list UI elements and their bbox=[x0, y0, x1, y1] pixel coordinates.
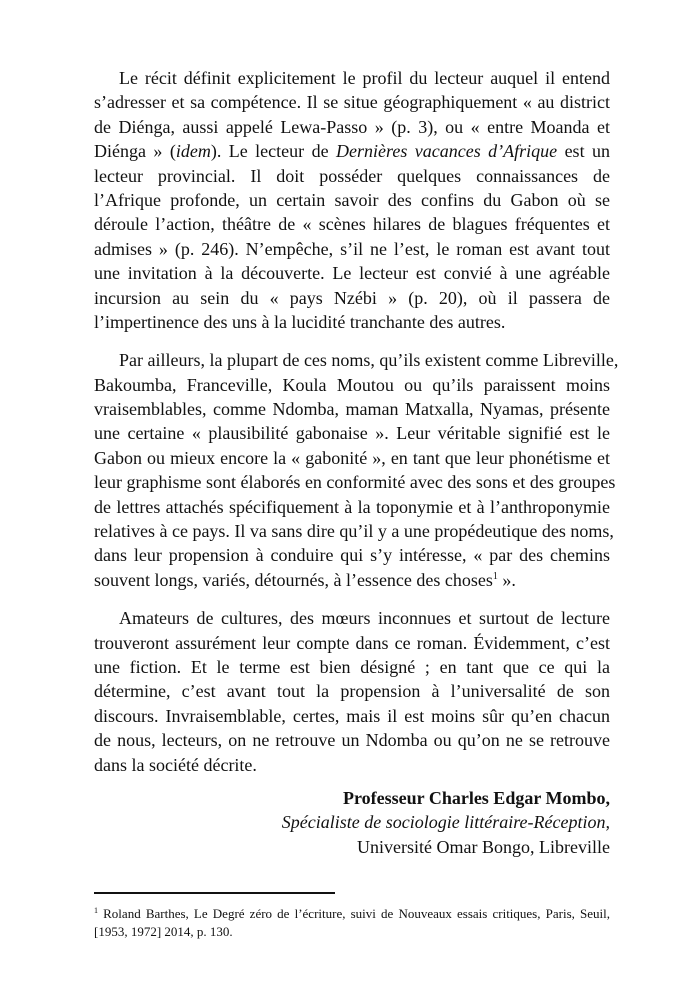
text-segment: ). Le lecteur de bbox=[210, 141, 337, 162]
text-line bbox=[94, 115, 610, 139]
text-segment: une fiction. Et le terme est bien désigné ; en tant que ce qui la bbox=[94, 656, 610, 677]
text-line bbox=[94, 397, 610, 421]
text-segment: leur graphisme sont élaborés en conformité avec des sons et des groupes bbox=[94, 472, 616, 493]
text-line bbox=[94, 543, 610, 567]
text-line bbox=[94, 348, 619, 372]
text-line bbox=[94, 237, 610, 261]
text-segment: Amateurs de cultures, des mœurs inconnues et surtout de lecture bbox=[119, 608, 610, 629]
text-line bbox=[94, 66, 610, 90]
text-line bbox=[94, 421, 610, 445]
text-line bbox=[94, 704, 610, 728]
text-segment: détermine, c’est avant tout la propension à l’universalité de son bbox=[94, 681, 610, 702]
body-text bbox=[94, 66, 619, 777]
paragraph bbox=[94, 606, 610, 777]
italic-text: Dernières vacances d’Afrique bbox=[336, 141, 558, 162]
text-segment: l’Afrique profonde, un certain savoir des confins du Gabon où se bbox=[94, 189, 610, 210]
text-line bbox=[94, 90, 610, 114]
text-segment: déroule l’action, théâtre de « scènes hilares de blagues fréquentes et bbox=[94, 214, 610, 235]
footnote-number: 1 bbox=[94, 906, 98, 915]
text-segment: de Diénga, aussi appelé Lewa-Passo » (p. 3), ou « entre Moanda et bbox=[94, 116, 610, 137]
text-segment: s’adresser et sa compétence. Il se situe géographiquement « au district bbox=[94, 92, 610, 113]
text-segment: Diénga » ( bbox=[94, 141, 176, 162]
text-line bbox=[94, 188, 610, 212]
text-segment: souvent longs, variés, détournés, à l’essence des choses bbox=[94, 569, 493, 590]
text-line bbox=[94, 568, 610, 592]
text-segment: de nous, lecteurs, on ne retrouve un Ndomba ou qu’on ne se retrouve bbox=[94, 730, 610, 751]
footnote-divider bbox=[94, 892, 335, 894]
text-segment: incursion au sein du « pays Nzébi » (p. 20), où il passera de bbox=[94, 287, 610, 308]
text-line bbox=[94, 753, 610, 777]
text-line bbox=[94, 470, 616, 494]
text-segment: ». bbox=[497, 569, 516, 590]
text-segment: Le récit définit explicitement le profil du lecteur auquel il entend bbox=[119, 68, 610, 88]
text-segment: Gabon ou mieux encore la « gabonité », en tant que leur phonétisme et bbox=[94, 447, 610, 468]
author-affiliation: Université Omar Bongo, Libreville bbox=[357, 836, 610, 857]
paragraph bbox=[94, 66, 610, 334]
text-segment: relatives à ce pays. Il va sans dire qu’il y a une propédeutique des noms, bbox=[94, 521, 614, 542]
text-line bbox=[94, 310, 610, 334]
text-line bbox=[94, 631, 610, 655]
text-segment: trouveront assurément leur compte dans ce roman. Évidemment, c’est bbox=[94, 632, 610, 653]
footnote-text-line2: [1953, 1972] 2014, p. 130. bbox=[94, 924, 233, 939]
text-segment: l’impertinence des uns à la lucidité tranchante des autres. bbox=[94, 311, 506, 332]
paragraph bbox=[94, 348, 619, 592]
text-segment: Bakoumba, Franceville, Koula Moutou ou qu’ils paraissent moins bbox=[94, 374, 610, 395]
text-line bbox=[94, 728, 610, 752]
text-line bbox=[94, 373, 610, 397]
text-segment: lecteur provincial. Il doit posséder quelques connaissances de bbox=[94, 165, 610, 186]
text-segment: est un bbox=[557, 141, 610, 162]
text-line bbox=[94, 606, 610, 630]
text-segment: une invitation à la découverte. Le lecteur est convié à une agréable bbox=[94, 263, 610, 284]
signature-block bbox=[282, 786, 610, 859]
text-line bbox=[94, 519, 614, 543]
text-line bbox=[94, 139, 610, 163]
text-segment: admises » (p. 246). N’empêche, s’il ne l’est, le roman est avant tout bbox=[94, 238, 610, 259]
text-line bbox=[94, 679, 610, 703]
text-segment: de lettres attachés spécifiquement à la toponymie et à l’anthroponymie bbox=[94, 496, 610, 517]
text-segment: dans leur propension à conduire qui s’y intéresse, « par des chemins bbox=[94, 545, 610, 566]
text-line bbox=[94, 655, 610, 679]
italic-text: idem bbox=[175, 141, 211, 162]
footnote-reference: 1 bbox=[492, 570, 498, 582]
text-line bbox=[94, 286, 610, 310]
footnote-text-line1: Roland Barthes, Le Degré zéro de l’écriture, suivi de Nouveaux essais critiques, Paris, Seuil, bbox=[103, 906, 610, 921]
text-line bbox=[94, 261, 610, 285]
paragraph-gap bbox=[94, 592, 610, 606]
text-segment: une certaine « plausibilité gabonaise ». Leur véritable signifié est le bbox=[94, 423, 610, 444]
text-line bbox=[94, 212, 610, 236]
text-segment: vraisemblables, comme Ndomba, maman Matxalla, Nyamas, présente bbox=[94, 399, 610, 420]
text-line bbox=[94, 446, 610, 470]
footnote bbox=[94, 905, 610, 941]
author-name: Professeur Charles Edgar Mombo, bbox=[343, 788, 610, 808]
text-line bbox=[94, 495, 610, 519]
text-segment: discours. Invraisemblable, certes, mais il est moins sûr qu’en chacun bbox=[94, 705, 610, 726]
text-segment: Par ailleurs, la plupart de ces noms, qu’ils existent comme Libreville, bbox=[119, 350, 619, 371]
text-line bbox=[94, 164, 610, 188]
text-segment: dans la société décrite. bbox=[94, 754, 257, 775]
author-title: Spécialiste de sociologie littéraire-Réception, bbox=[281, 812, 610, 833]
